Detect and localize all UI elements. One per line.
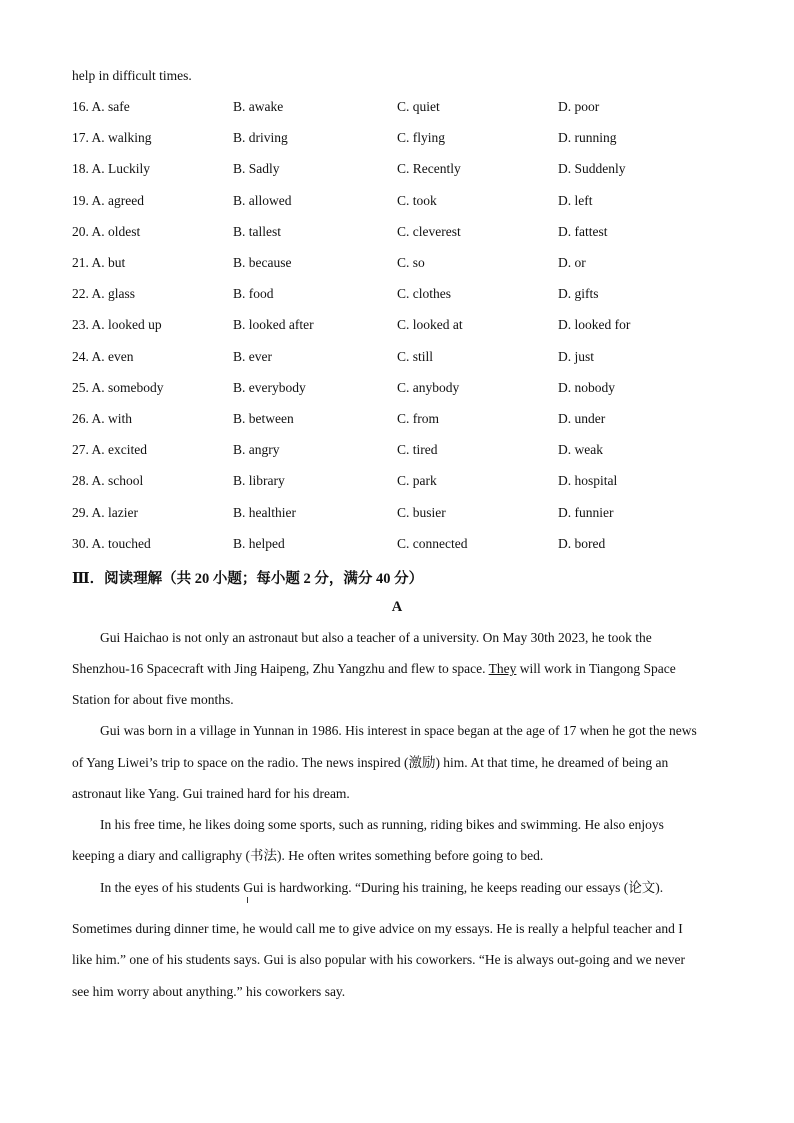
option-c: C. so: [397, 255, 425, 270]
option-d: D. funnier: [558, 505, 614, 520]
option-d: D. left: [558, 193, 593, 208]
option-b: B. tallest: [233, 224, 281, 239]
question-row: [72, 536, 722, 552]
section-heading: Ⅲ．阅读理解（共 20 小题；每小题 2 分，满分 40 分）: [72, 571, 424, 587]
stray-mark: [247, 897, 248, 903]
question-row: [72, 286, 722, 302]
option-d: D. looked for: [558, 317, 631, 332]
option-b: B. looked after: [233, 317, 314, 332]
option-d: D. poor: [558, 99, 600, 114]
intro-tail-text: help in difficult times.: [72, 68, 192, 83]
option-d: D. Suddenly: [558, 161, 626, 176]
option-b: B. ever: [233, 349, 272, 364]
passage-line: In the eyes of his students Gui is hardworking. “During his training, he keeps reading our essays (论文).: [100, 880, 664, 895]
option-d: D. bored: [558, 536, 606, 551]
option-a: 25. A. somebody: [72, 380, 164, 395]
option-a: 21. A. but: [72, 255, 126, 270]
underlined-word: They: [488, 661, 517, 676]
passage-text: will work in Tiangong Space: [516, 661, 676, 676]
question-row: [72, 161, 722, 177]
option-c: C. flying: [397, 130, 446, 145]
option-c: C. anybody: [397, 380, 460, 395]
question-row: [72, 99, 722, 115]
option-a: 28. A. school: [72, 473, 144, 488]
question-row: [72, 349, 722, 365]
question-row: [72, 411, 722, 427]
option-b: B. awake: [233, 99, 284, 114]
option-c: C. tired: [397, 442, 438, 457]
option-a: 22. A. glass: [72, 286, 136, 301]
option-a: 19. A. agreed: [72, 193, 144, 208]
question-row: [72, 473, 722, 489]
option-b: B. allowed: [233, 193, 292, 208]
option-a: 27. A. excited: [72, 442, 147, 457]
question-row: [72, 193, 722, 209]
option-d: D. running: [558, 130, 617, 145]
question-row: [72, 380, 722, 396]
option-b: B. food: [233, 286, 274, 301]
question-row: [72, 317, 722, 333]
question-row: [72, 505, 722, 521]
passage-line: like him.” one of his students says. Gui is also popular with his coworkers. “He is always out-going and we never: [72, 952, 686, 967]
passage-line: Gui Haichao is not only an astronaut but also a teacher of a university. On May 30th 2023, he took the: [100, 630, 652, 645]
option-a: 26. A. with: [72, 411, 133, 426]
option-c: C. Recently: [397, 161, 461, 176]
option-d: D. under: [558, 411, 606, 426]
option-a: 29. A. lazier: [72, 505, 138, 520]
question-row: [72, 442, 722, 458]
passage-line: [72, 661, 676, 677]
option-a: 18. A. Luckily: [72, 161, 150, 176]
option-c: C. still: [397, 349, 434, 364]
passage-line: Sometimes during dinner time, he would call me to give advice on my essays. He is really a helpful teacher and I: [72, 921, 683, 936]
option-c: C. cleverest: [397, 224, 461, 239]
option-c: C. park: [397, 473, 437, 488]
option-c: C. looked at: [397, 317, 463, 332]
option-b: B. because: [233, 255, 292, 270]
passage-line: keeping a diary and calligraphy (书法). He often writes something before going to bed.: [72, 848, 544, 863]
question-row: [72, 255, 722, 271]
option-a: 20. A. oldest: [72, 224, 141, 239]
option-b: B. helped: [233, 536, 285, 551]
option-c: C. quiet: [397, 99, 440, 114]
passage-text: Shenzhou-16 Spacecraft with Jing Haipeng, Zhu Yangzhu and flew to space.: [72, 661, 489, 676]
option-d: D. nobody: [558, 380, 615, 395]
option-b: B. between: [233, 411, 294, 426]
option-a: 17. A. walking: [72, 130, 152, 145]
option-d: D. weak: [558, 442, 603, 457]
option-b: B. driving: [233, 130, 288, 145]
option-b: B. angry: [233, 442, 280, 457]
option-a: 23. A. looked up: [72, 317, 162, 332]
option-b: B. everybody: [233, 380, 306, 395]
option-d: D. fattest: [558, 224, 608, 239]
option-d: D. or: [558, 255, 586, 270]
passage-line: astronaut like Yang. Gui trained hard for his dream.: [72, 786, 350, 801]
option-c: C. connected: [397, 536, 468, 551]
option-a: 24. A. even: [72, 349, 134, 364]
option-c: C. busier: [397, 505, 446, 520]
option-c: C. took: [397, 193, 437, 208]
option-d: D. hospital: [558, 473, 618, 488]
option-a: 16. A. safe: [72, 99, 130, 114]
option-b: B. Sadly: [233, 161, 280, 176]
passage-title: A: [391, 599, 403, 615]
option-a: 30. A. touched: [72, 536, 151, 551]
passage-line: In his free time, he likes doing some sports, such as running, riding bikes and swimming. He also enjoys: [100, 817, 664, 832]
question-row: [72, 130, 722, 146]
option-d: D. just: [558, 349, 595, 364]
option-d: D. gifts: [558, 286, 599, 301]
passage-line: see him worry about anything.” his coworkers say.: [72, 984, 346, 999]
passage-line: Gui was born in a village in Yunnan in 1986. His interest in space began at the age of 17 when he got the news: [100, 723, 697, 738]
passage-line: of Yang Liwei’s trip to space on the radio. The news inspired (激励) him. At that time, he dreamed of being an: [72, 755, 669, 770]
passage-line: Station for about five months.: [72, 692, 234, 707]
option-b: B. library: [233, 473, 285, 488]
question-row: [72, 224, 722, 240]
option-b: B. healthier: [233, 505, 296, 520]
option-c: C. from: [397, 411, 439, 426]
option-c: C. clothes: [397, 286, 451, 301]
